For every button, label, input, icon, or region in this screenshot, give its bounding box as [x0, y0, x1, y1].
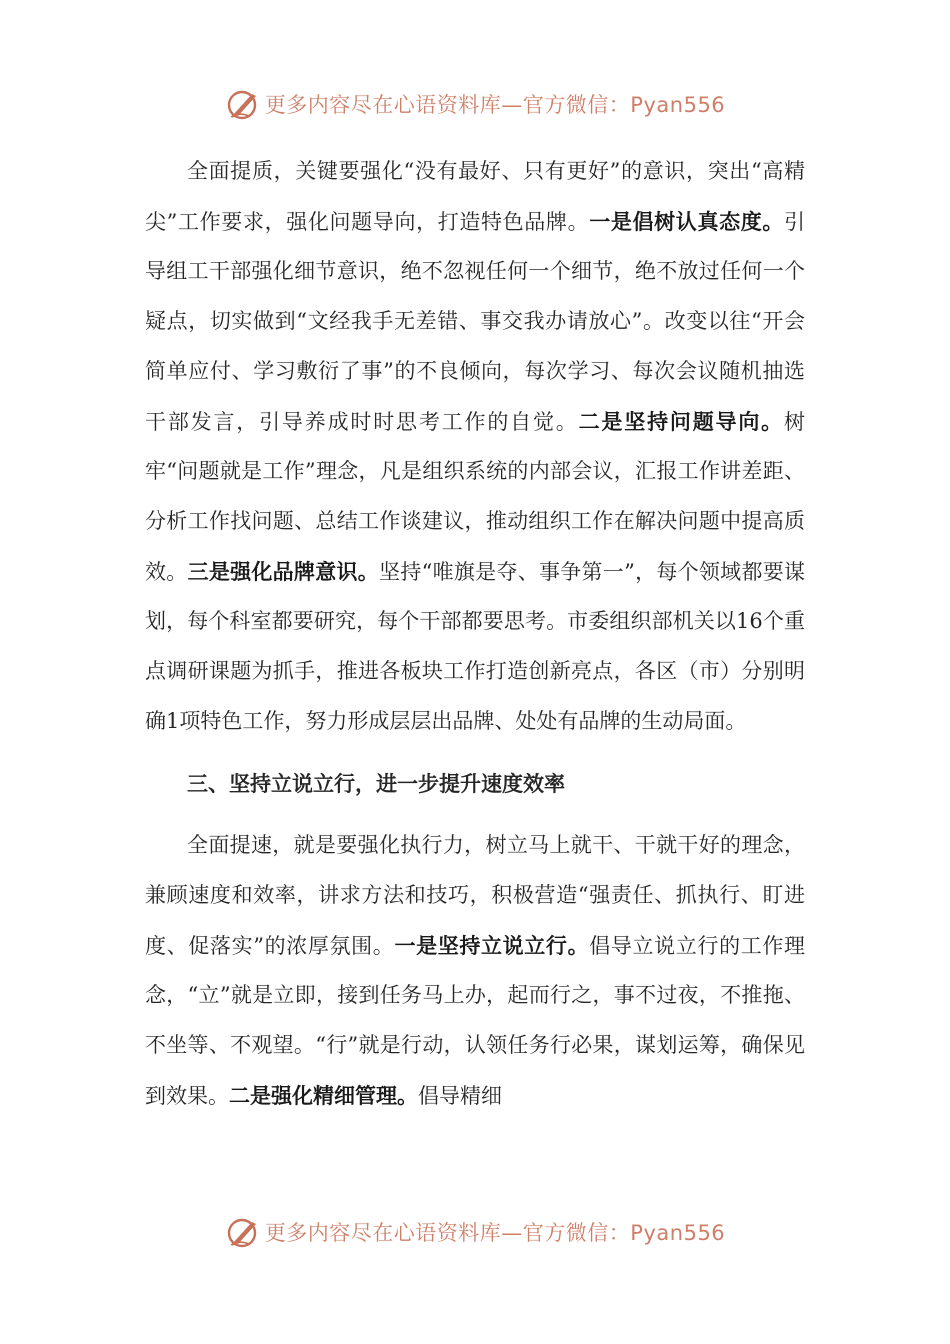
pen-logo-icon: [225, 1215, 261, 1249]
paragraph-text: 倡导精细: [418, 1083, 502, 1108]
paragraph-text: 坚持“唯旗是夺、事争第一”，每个领域都要谋划，每个科室都要研究，每个干部都要思考。市委组织部机关以16个重点调研课题为抓手，推进各板块工作打造创新亮点，各区（市）分别明确1项特色工作，努力形成层层出品牌、处处有品牌的生动局面。: [145, 559, 806, 733]
watermark-text: 更多内容尽在心语资料库—官方微信：Pyan556: [264, 93, 726, 117]
bold-point-1: 一是倡树认真态度。: [589, 208, 785, 234]
paragraph-text: 倡导立说立行的工作理念，“立”就是立即，接到任务马上办，起而行之，事不过夜，不推拖、不坐等、不观望。“行”就是行动，认领任务行必果，谋划运筹，确保见到效果。: [145, 933, 805, 1108]
bold-point-3: 三是强化品牌意识。: [187, 558, 380, 584]
watermark-text: 更多内容尽在心语资料库—官方微信：Pyan556: [264, 1221, 726, 1245]
section-heading: 三、坚持立说立行，进一步提升速度效率: [187, 771, 565, 797]
watermark-footer: [0, 1212, 950, 1252]
paragraph-text: 引导组工干部强化细节意识，绝不忽视任何一个细节，绝不放过任何一个疑点，切实做到“文经我手无差错、事交我办请放心”。改变以往“开会简单应付、学习敷衍了事”的不良倾向，每次学习、每次会议随机抽选干部发言，引导养成时时思考工作的自觉。: [145, 209, 806, 434]
watermark-header: [0, 84, 950, 124]
pen-logo-icon: [225, 87, 261, 121]
paragraph-text: 全面提速，就是要强化执行力，树立马上就干、干就干好的理念，兼顾速度和效率，讲求方法和技巧，积极营造“强责任、抓执行、盯进度、促落实”的浓厚氛围。: [145, 833, 805, 958]
paragraph-speed: [145, 821, 805, 1121]
paragraph-text: 全面提质，关键要强化“没有最好、只有更好”的意识，突出“高精尖”工作要求，强化问题导向，打造特色品牌。: [145, 159, 805, 234]
bold-point-1: 一是坚持立说立行。: [394, 932, 590, 958]
paragraph-text: 树牢“问题就是工作”理念，凡是组织系统的内部会议，汇报工作讲差距、分析工作找问题、总结工作谈建议，推动组织工作在解决问题中提高质效。: [145, 409, 806, 584]
paragraph-quality: [145, 147, 805, 746]
bold-point-2: 二是坚持问题导向。: [578, 408, 785, 434]
document-body: [145, 147, 805, 1121]
bold-point-2: 二是强化精细管理。: [229, 1082, 418, 1108]
